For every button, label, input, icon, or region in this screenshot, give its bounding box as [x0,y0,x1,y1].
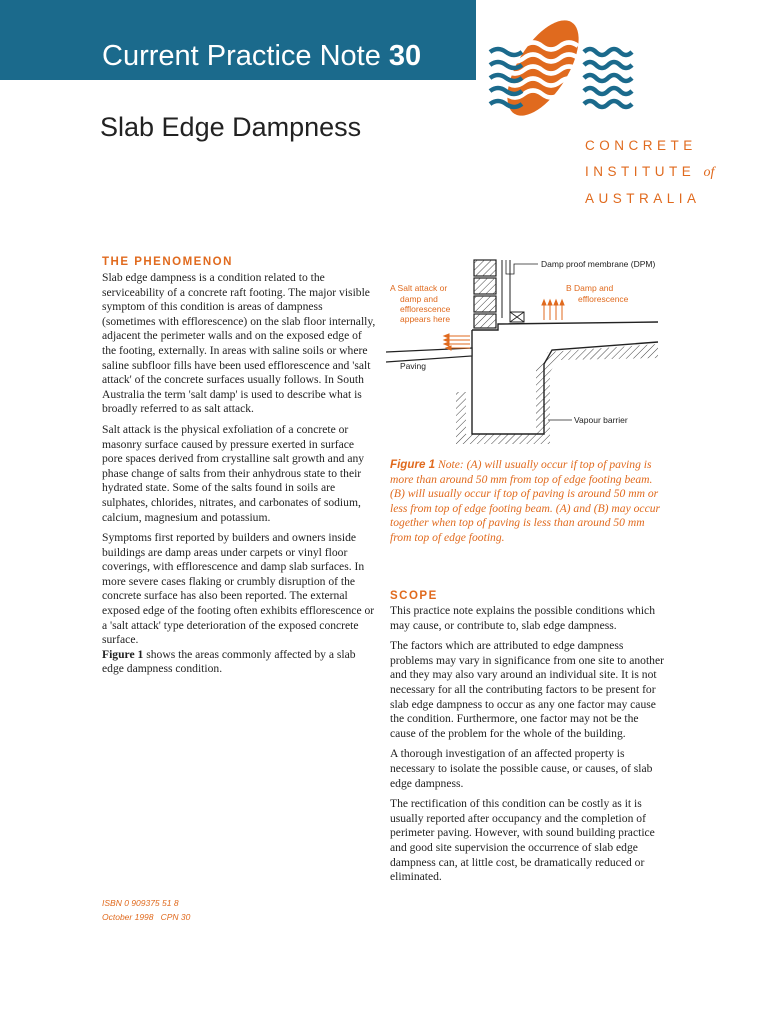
label-b: B Damp and [566,283,614,293]
figure-caption [390,458,665,545]
org-name-line2 [585,164,714,181]
figure-1-diagram [386,252,676,450]
scope-paragraph: The rectification of this condition can be costly as it is usually reported after occupancy and the completion of perimeter paving. However, with sound building practice and good site supervision the occurrence of slab edge dampness can, at little cost, be dramatically reduced or eliminated. [390,797,655,884]
label-dpm: Damp proof membrane (DPM) [541,259,656,269]
phenomenon-body [102,271,377,683]
series-number: 30 [388,40,422,72]
label-a-line3: efflorescence [400,304,451,314]
label-paving: Paving [400,361,426,371]
phenomenon-paragraph-figure-ref [102,648,377,677]
scope-body [390,604,665,891]
concrete-institute-logo-icon [486,8,636,128]
section-heading-phenomenon: THE PHENOMENON [102,256,233,268]
label-b-line2: efflorescence [578,294,629,304]
phenomenon-paragraph: Slab edge dampness is a condition related to the serviceability of a concrete raft footing. The major visible symptom of this condition is areas of dampness (sometimes with efflorescence) on the slab floor internally, adjacent the perimeter walls and on the exposed edge of the footing, externally. In areas with saline soils or where saline subfloor fills have been used efflorescence and 'salt attack' of the concrete surfaces usually follows. In South Australia the term 'salt damp' is used to describe what is broadly referred to as salt attack. [102,271,376,416]
series-title-text: Current Practice Note [102,40,381,72]
figure-reference-text: shows the areas commonly affected by a slab edge dampness condition. [102,647,356,676]
label-a-line4: appears here [400,314,451,324]
label-a-line2: damp and [400,294,438,304]
publication-date: October 1998 CPN 30 [102,912,191,922]
org-name-institute: INSTITUTE [585,164,696,179]
section-heading-scope: SCOPE [390,590,438,602]
phenomenon-paragraph: Symptoms first reported by builders and owners inside buildings are damp areas under carpets or vinyl floor coverings, with efflorescence and damp slab surfaces. In more severe cases flaking or crumbly disruption of the concrete surface has also been reported. The external exposed edge of the footing often exhibits efflorescence or a 'salt attack' type deterioration of the exposed concrete surface. [102,531,375,647]
scope-paragraph: A thorough investigation of an affected property is necessary to isolate the possible cause, or causes, of slab edge dampness. [390,747,653,790]
label-a: A Salt attack or [390,283,448,293]
phenomenon-paragraph: Salt attack is the physical exfoliation of a concrete or masonry surface caused by pressure exerted in surface pore spaces derived from crystalline salt growth and any phase change of salts from their anhydrous state to their hydrated state. Some of the salts found in soils are sulphates, chlorides, nitrates, and carbonates of sodium, calcium, magnesium and potassium. [102,422,365,524]
isbn: ISBN 0 909375 51 8 [102,898,179,908]
figure-caption-label: Figure 1 [390,458,436,471]
figure-caption-text: Note: (A) will usually occur if top of paving is more than around 50 mm from top of edge footing beam. (B) will usually occur if top of paving is around 50 mm or less from top of edge footing beam. (A) and (B) may occur together when top of paving is less than around 50 mm from top of edge footing. [390,458,661,544]
label-vapour-barrier: Vapour barrier [574,415,628,425]
page-title: Slab Edge Dampness [100,112,362,142]
series-title [102,40,421,73]
scope-paragraph: This practice note explains the possible conditions which may cause, or contribute to, slab edge dampness. [390,604,655,632]
org-name-of: of [703,165,715,180]
org-name-line1: CONCRETE [585,138,697,153]
org-name-line3: AUSTRALIA [585,191,701,206]
figure-reference: Figure 1 [102,647,144,661]
header-banner [0,0,476,80]
scope-paragraph: The factors which are attributed to edge dampness problems may vary in significance from one site to another and they may also vary around an individual site. It is not necessary for all the contributing factors to be present for slab edge dampness to occur as any one factor may cause the condition. Furthermore, one factor may not be the cause of the problem for the whole of the building. [390,639,664,740]
